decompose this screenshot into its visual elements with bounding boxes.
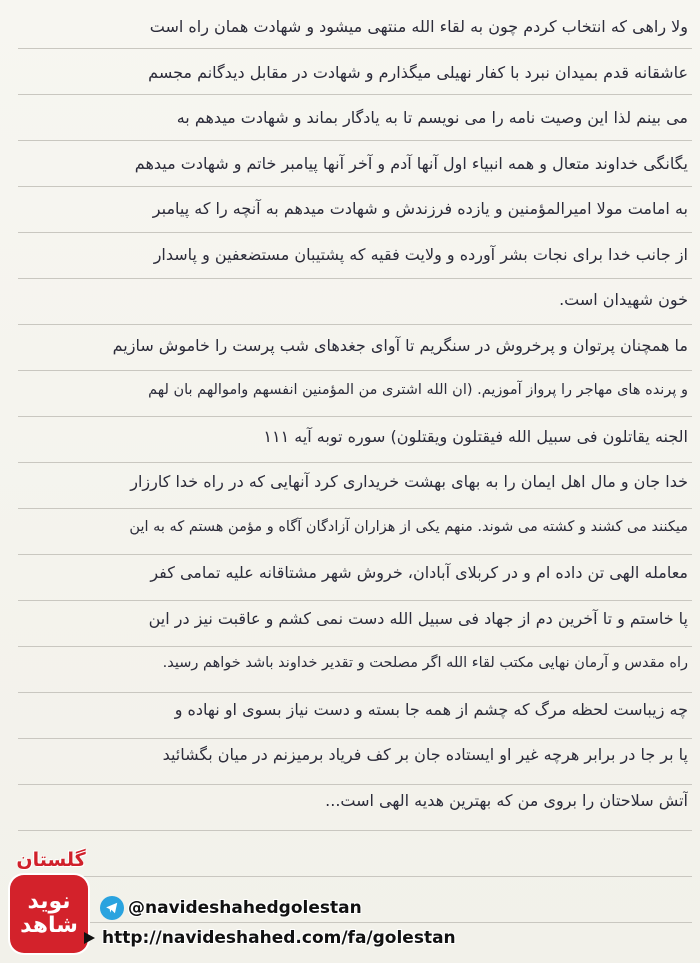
website-url: http://navideshahed.com/fa/golestan	[102, 928, 456, 948]
watermark-footer	[0, 843, 700, 963]
logo-wordmark: نوید شاهد	[20, 889, 78, 938]
text-line-6: از جانب خدا برای نجات بشر آورده و ولایت فقیه که پشتیبان مستضعفین و پاسدار	[153, 244, 688, 264]
text-line-16: چه زیباست لحظه مرگ که چشم از همه جا بسته و دست نیاز بسوی او نهاده و	[174, 699, 688, 719]
text-line-15: راه مقدس و آرمان نهایی مکتب لقاء الله اگر مصلحت و تقدیر خداوند باشد خواهم رسید.	[162, 655, 688, 671]
handwritten-text	[26, 4, 688, 823]
logo-badge	[10, 875, 88, 953]
text-line-13: معامله الهی تن داده ام و در کربلای آبادان، خروش شهر مشتاقانه علیه تمامی کفر	[150, 563, 688, 582]
telegram-icon	[100, 896, 124, 920]
text-line-18: آتش سلاحتان را بروی من که بهترین هدیه الهی است...	[325, 790, 688, 810]
web-arrow-icon	[82, 930, 98, 946]
text-line-17: پا بر جا در برابر هرچه غیر او ایستاده جان بر کف فریاد برمیزنم در میان بگشائید	[162, 745, 688, 764]
text-line-4: یگانگی خداوند متعال و همه انبیاء اول آنها آدم و آخر آنها پیامبر خاتم و شهادت میدهم	[134, 153, 688, 173]
text-line-11: خدا جان و مال اهل ایمان را به بهای بهشت خریداری کرد آنهایی که در راه خدا کارزار	[130, 472, 688, 491]
text-line-12: میکنند می کشند و کشته می شوند. منهم یکی از هزاران آزادگان آگاه و مؤمن هستم که به این	[129, 518, 688, 535]
text-line-8: ما همچنان پرتوان و پرخروش در سنگریم تا آوای جغدهای شب پرست را خاموش سازیم	[112, 335, 688, 355]
text-line-3: می بینم لذا این وصیت نامه را می نویسم تا به یادگار بماند و شهادت میدهم به	[176, 108, 688, 127]
navideshahed-logo[interactable]	[6, 849, 94, 957]
logo-province-label: گلستان	[16, 849, 86, 871]
contact-info	[100, 895, 500, 955]
telegram-row[interactable]	[100, 895, 362, 921]
text-line-7: خون شهیدان است.	[559, 290, 688, 309]
text-line-10: الجنه یقاتلون فی سبیل الله فیقتلون ویقتلون) سوره توبه آیه ۱۱۱	[263, 426, 688, 446]
telegram-handle: @navideshahedgolestan	[128, 898, 362, 918]
text-line-14: پا خاستم و تا آخرین دم از جهاد فی سبیل الله دست نمی کشم و عاقبت نیز در این	[148, 608, 688, 628]
website-row[interactable]	[82, 925, 456, 951]
text-line-5: به امامت مولا امیرالمؤمنین و یازده فرزندش و شهادت میدهم به آنچه را که پیامبر	[152, 199, 688, 218]
text-line-9: و پرنده های مهاجر را پرواز آموزیم. (ان الله اشتری من المؤمنین انفسهم واموالهم بان لهم	[148, 382, 688, 398]
ruled-line	[18, 830, 692, 831]
text-line-1: ولا راهی که انتخاب کردم چون به لقاء الله منتهی میشود و شهادت همان راه است	[149, 17, 688, 36]
text-line-2: عاشقانه قدم بمیدان نبرد با کفار نهیلی میگذارم و شهادت در مقابل دیدگانم مجسم	[148, 62, 688, 82]
